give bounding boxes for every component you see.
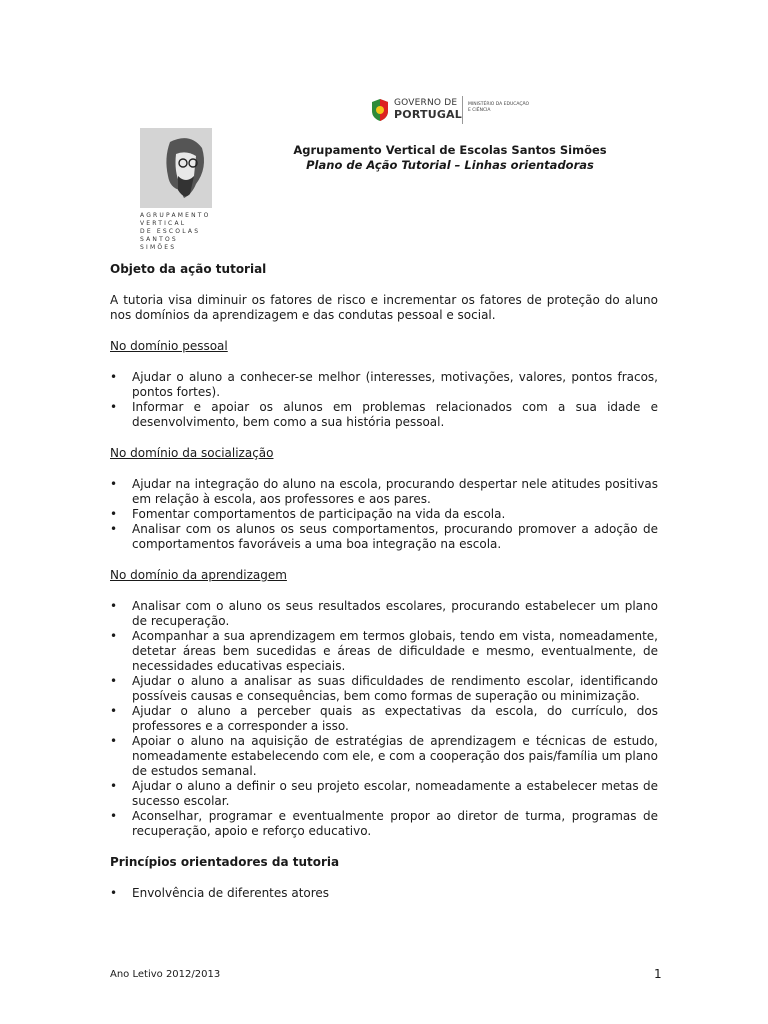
school-logo-line: DE ESCOLAS (140, 228, 201, 235)
section-heading-objeto: Objeto da ação tutorial (110, 262, 267, 276)
list-item: • Envolvência de diferentes atores (110, 886, 658, 901)
school-logo-line: SIMÕES (140, 244, 177, 251)
title-line1: Agrupamento Vertical de Escolas Santos Simões (293, 143, 607, 157)
footer-year: Ano Letivo 2012/2013 (110, 969, 221, 980)
school-logo (140, 128, 214, 251)
list-principios (110, 886, 658, 901)
list-item: • Ajudar o aluno a perceber quais as expectativas da escola, do currículo, dos professores e a corresponder a isso. (110, 704, 658, 734)
list-item: • Ajudar o aluno a analisar as suas dificuldades de rendimento escolar, identificando possíveis causas e consequências, bem como formas de superação ou minimização. (110, 674, 658, 704)
list-pessoal (110, 370, 658, 430)
paragraph-objeto: A tutoria visa diminuir os fatores de risco e incrementar os fatores de proteção do aluno nos domínios da aprendizagem e das condutas pessoal e social. (110, 293, 658, 322)
ministry-line1: MINISTÉRIO DA EDUCAÇÃO (468, 102, 530, 107)
gov-name (394, 98, 462, 120)
subheading-socializacao: No domínio da socialização (110, 446, 274, 460)
list-socializacao (110, 477, 658, 552)
section-heading-principios: Princípios orientadores da tutoria (110, 855, 340, 869)
ministry-line2: E CIÊNCIA (468, 108, 491, 113)
gov-line1: GOVERNO DE (394, 98, 458, 108)
school-logo-text (140, 212, 214, 252)
government-logo (370, 96, 540, 126)
school-logo-line: AGRUPAMENTO (140, 212, 211, 219)
ministry-name (468, 102, 538, 114)
list-item: • Informar e apoiar os alunos em problemas relacionados com a sua idade e desenvolvimento, bem como a sua história pessoal. (110, 400, 658, 430)
list-item: • Aconselhar, programar e eventualmente propor ao diretor de turma, programas de recuperação, apoio e reforço educativo. (110, 809, 658, 839)
page-number: 1 (654, 967, 662, 981)
list-item: • Ajudar o aluno a conhecer-se melhor (interesses, motivações, valores, pontos fracos, pontos fortes). (110, 370, 658, 400)
gov-separator (462, 96, 463, 124)
list-item: • Acompanhar a sua aprendizagem em termos globais, tendo em vista, nomeadamente, detetar áreas bem sucedidas e áreas de dificuldade e mesmo, eventualmente, de necessidades educativas especiais. (110, 629, 658, 674)
portugal-emblem-icon (370, 98, 390, 122)
school-logo-line: SANTOS (140, 236, 178, 243)
subheading-aprendizagem: No domínio da aprendizagem (110, 568, 287, 582)
list-item: • Analisar com o aluno os seus resultados escolares, procurando estabelecer um plano de recuperação. (110, 599, 658, 629)
gov-line2: PORTUGAL (394, 108, 462, 121)
list-item: • Ajudar o aluno a definir o seu projeto escolar, nomeadamente a estabelecer metas de sucesso escolar. (110, 779, 658, 809)
school-logo-line: VERTICAL (140, 220, 187, 227)
list-item: • Ajudar na integração do aluno na escola, procurando despertar nele atitudes positivas em relação à escola, aos professores e aos pares. (110, 477, 658, 507)
title-line2: Plano de Ação Tutorial – Linhas orientadoras (306, 158, 594, 172)
list-aprendizagem (110, 599, 658, 839)
list-item: • Fomentar comportamentos de participação na vida da escola. (110, 507, 658, 522)
list-item: • Apoiar o aluno na aquisição de estratégias de aprendizagem e técnicas de estudo, nomeadamente estabelecendo com ele, e com a cooperação dos pais/família um plano de estudos semanal. (110, 734, 658, 779)
document-title (290, 143, 610, 173)
subheading-pessoal: No domínio pessoal (110, 339, 228, 353)
list-item: • Analisar com os alunos os seus comportamentos, procurando promover a adoção de comportamentos favoráveis a uma boa integração na escola. (110, 522, 658, 552)
document-body (110, 262, 658, 917)
portrait-icon (140, 128, 212, 208)
